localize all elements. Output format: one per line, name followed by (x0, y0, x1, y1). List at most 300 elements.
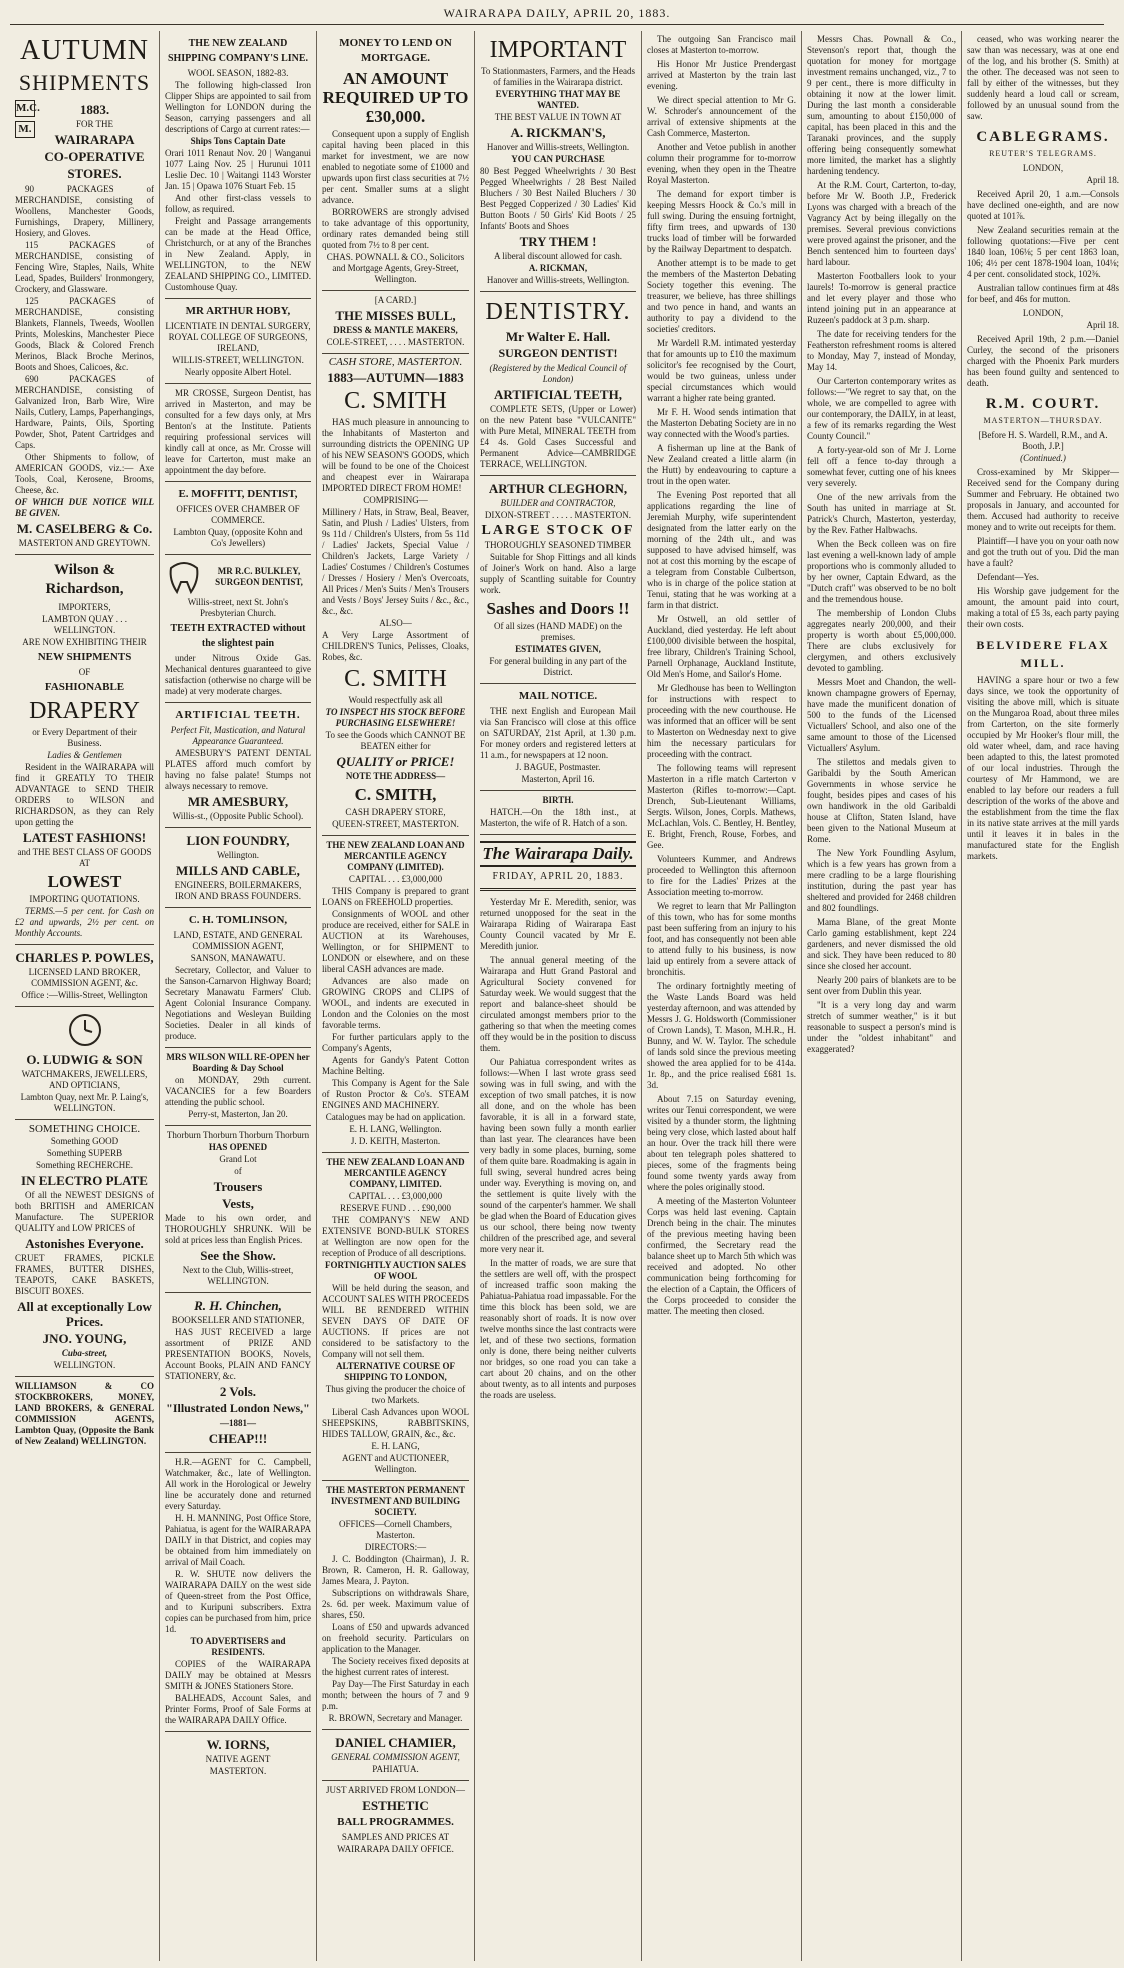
cash-drapery: CASH DRAPERY STORE, (345, 807, 446, 817)
hoby-title: LICENTIATE IN DENTAL SURGERY, ROYAL COLLEGE OF SURGEONS, IRELAND, (165, 321, 311, 353)
try-them: TRY THEM ! (519, 234, 597, 249)
quality: QUALITY or PRICE! (336, 754, 455, 769)
year-1881: —1881— (220, 1418, 256, 1428)
item-9: The membership of London Clubs aggregates nearly 200,000, and their property is worth about £5,000,000. There are clubs exclusively for clergymen, and others exclusively devoted to gambling. (807, 608, 956, 673)
rickman-ad (480, 31, 636, 292)
year: 1883. (79, 102, 110, 117)
children-outfits: A Very Large Assortment of CHILDREN'S Tunics, Pelisses, Cloaks, Robes, &c. (322, 630, 469, 662)
chamier-ad (322, 1730, 469, 1781)
item-15: "It is a very long day and warm stretch of summer weather," is it but reasonable to suspect a person's mind is under the "oldest inhabitant" and exaggerated? (807, 1000, 956, 1054)
crosse-text: MR CROSSE, Surgeon Dentist, has arrived in Masterton, and may be consulted for a few days only, at Mrs Benton's at the Institute. Patients requiring professional services will kindly call at once, as Mr. Crosse will leave for Carterton, must make an appointment the day before. (165, 388, 311, 475)
ship-season: WOOL SEASON, 1882-83. (187, 68, 289, 78)
news-10: The Evening Post reported that all applications regarding the line of Jeremiah Murphy, wife superintendent designated from the latter early on the morning of the 24th ult., and was supposed to have advised himself, was not at cost this morning by the escape of a telegram from Constable Culbertson, who is in charge of the police station at Tenui, stating that he was working at a farm in that district. (647, 490, 796, 610)
wr-drapery: DRAPERY (29, 698, 140, 724)
ship-text: The following high-classed Iron Clipper Ships are appointed to sail from Wellington for LONDON during the Season, carrying passengers and all descriptions of Cargo at current rates:— (165, 80, 311, 134)
chinchen-trade: BOOKSELLER AND STATIONER, (171, 1315, 305, 1325)
reuter-subhead: REUTER'S TELEGRAMS. (989, 149, 1097, 158)
grand-text: Made to his own order, and THOROUGHLY SHRUNK. Will be sold at prices less than English Prices. (165, 1213, 311, 1245)
m-box: M. (15, 121, 35, 138)
news-7: Mr Wardell R.M. intimated yesterday that for amounts up to £10 the maximum solicitor's fee recognised by the Court, would be two guineas, unless under special circumstances which would warrant a higher rate being granted. (647, 338, 796, 403)
rickman-name: A. RICKMAN'S, (510, 125, 606, 140)
misses-bull: THE MISSES BULL, (335, 308, 456, 323)
ludwig-name: O. LUDWIG & SON (26, 1052, 143, 1067)
bague: J. BAGUE, Postmaster. (515, 762, 601, 772)
shipments-heading: SHIPMENTS (18, 70, 151, 95)
copies-text: COPIES of the WAIRARAPA DAILY may be obtained at Messrs SMITH & JONES Stationers Store. (165, 1659, 311, 1691)
sashes: Sashes and Doors !! (486, 599, 630, 618)
editorial-2: The annual general meeting of the Wairarapa and Hutt Grand Pastoral and Agricultural Society convened for Saturday week. We would suggest that the report and balance-sheet should be circulated amongst members prior to the gathering so that when the meeting comes off they would be in the position to discuss them. (480, 955, 636, 1053)
autumn-1883: 1883—AUTUMN—1883 (327, 370, 464, 385)
nzla2-head: THE NEW ZEALAND LOAN AND MERCANTILE AGENCY COMPANY, LIMITED. (326, 1157, 465, 1189)
csmith-ad (322, 354, 469, 836)
court-3: Defendant—Yes. (977, 572, 1039, 582)
column-4 (475, 31, 642, 1961)
csmith-title-2: C. SMITH (344, 666, 447, 692)
samples: SAMPLES AND PRICES AT (341, 1832, 450, 1842)
artificial-teeth-2: ARTIFICIAL TEETH, (494, 387, 622, 402)
belvidere-1: HAVING a spare hour or two a few days since, we took the opportunity of visiting the above mill, which is situate on the Mungaroa Road, about three miles from Carterton, on the site formerly occupied by Mr Hooker's flour mill, the old water wheel, dam, and race having been adapted to this, the latest promoted of our local industries. Through the courtesy of Mr Hammond, we are enabled to lay before our readers a full description of the works of the above and the establishment from the time the flax in its native state arrives at the mill yards until it leaves it in bales in the manufactured state for the English markets. (967, 675, 1119, 861)
moffitt-name: E. MOFFITT, DENTIST, (178, 488, 298, 500)
item-8: When the Beck colleen was on fire last evening a well-known lady of ample proportions who is commonly alluded to by her owner, Captain Edward, as the "Dutch craft" was observed to be no bolt and the tremendous house. (807, 539, 956, 604)
registered: (Registered by the Medical Council of London) (489, 363, 627, 384)
thorburn-side: Thorburn Thorburn Thorburn Thorburn (166, 1130, 310, 1140)
ship-freight: And other first-class vessels to follow, as required. (165, 193, 311, 214)
electro-plate-ad (15, 1120, 154, 1377)
extensive: THE COMPANY'S NEW AND EXTENSIVE BOND-BULK STORES at Wellington are now open for the reception of Produce of all descriptions. (322, 1215, 469, 1258)
court-continued: (Continued.) (1020, 453, 1066, 463)
column-3 (317, 31, 475, 1961)
large-stock: LARGE STOCK OF (481, 523, 635, 538)
iorns-trade: NATIVE AGENT (205, 1754, 271, 1764)
hoby-ad (165, 299, 311, 384)
nzla2-capital: CAPITAL . . . £3,000,000 (348, 1191, 443, 1201)
wr-terms: TERMS.—5 per cent. for Cash on £2 and upwards, 2½ per cent. on Monthly Accounts. (15, 906, 154, 938)
court-1: Cross-examined by Mr Skipper—Received send for the Company during Summer and February. He obtained two proposals in January, and accounted for them. Accused had authority to receive money and to write out receipts for them. (967, 467, 1119, 532)
nzla-head: THE NEW ZEALAND LOAN AND MERCANTILE AGENCY COMPANY (LIMITED). (326, 840, 465, 872)
cable-2: New Zealand securities remain at the following quotations:—Five per cent 1840 loan, 106⅛; 5 per cent 1863 loan, 106; 4½ per cent 1878-1904 loan, 104⅛; 4 per cent. consolidated stock, 102⅜. (967, 225, 1119, 279)
imp-sub: To Stationmasters, Farmers, and the Heads of families in the Wairarapa district. (480, 66, 636, 87)
cooperative: CO-OPERATIVE (44, 149, 145, 164)
liberal-cash: Liberal Cash Advances upon WOOL SHEEPSKINS, RABBITSKINS, HIDES TALLOW, GRAIN, &c., &c. (322, 1407, 469, 1439)
chamier-trade: GENERAL COMMISSION AGENT, (331, 1752, 460, 1762)
esthetic: ESTHETIC (362, 1798, 429, 1813)
pownall: CHAS. POWNALL & CO., Solicitors and Mortgage Agents, Grey-Street, Wellington. (326, 252, 465, 284)
dentistry: DENTISTRY. (485, 299, 631, 325)
card: [A CARD.] (374, 295, 417, 305)
young-loc: WELLINGTON. (53, 1360, 116, 1370)
thus-giving: Thus giving the producer the choice of two Markets. (325, 1384, 466, 1405)
due-notice: OF WHICH DUE NOTICE WILL BE GIVEN. (15, 497, 154, 518)
chamier-name: DANIEL CHAMIER, (335, 1735, 456, 1750)
lang: E. H. LANG, Wellington. (349, 1124, 442, 1134)
ill-london: "Illustrated London News," (166, 1401, 310, 1415)
news-4: Another and Vetoe publish in another column their programme for to-morrow evening, when they open in the Theatre Royal Masterton. (647, 142, 796, 185)
item-6: A forty-year-old son of Mr J. Lorne fell off a fence to-day through a somewhat fever, cutting one of his knees very severely. (807, 445, 956, 488)
autumn-shipments-ad (15, 31, 154, 555)
column-6 (802, 31, 962, 1961)
column-2 (160, 31, 317, 1961)
loans-of: Loans of £50 and upwards advanced on freehold security. Particulars on application to the Manager. (322, 1622, 469, 1654)
chinchen-text: HAS JUST RECEIVED a large assortment of PRIZE AND PRESENTATION BOOKS, Novels, Account Books, PLAIN AND FANCY STATIONERY, &c. (165, 1327, 311, 1381)
continued-text: ceased, who was working nearer the saw than was necessary, was at one end of the log, and his brother (S. Smith) at the other. The deceased was not seen to fall by either of the witnesses, but they suddenly heard a loud call or scream, followed by an unusual sound from the saw. (967, 34, 1119, 121)
item-1: Messrs Chas. Pownall & Co., Stevenson's report that, though the quotation for money for mortgage investment remains unchanged, viz., 7 to 9 per cent., there is more difficulty in obtaining it now at the lower limit. During the last month a considerable sum, amounting to about £150,000 of capital, has been placed in this and the Taranaki provinces, and the supply offering being consequently somewhat more limited, the market has a slightly hardening tendency. (807, 34, 956, 176)
cleghorn-ad (480, 476, 636, 684)
iorns-loc: MASTERTON. (209, 1766, 267, 1776)
news-1: The outgoing San Francisco mail closes at Masterton to-morrow. (647, 34, 796, 55)
caselberg: M. CASELBERG & Co. (16, 521, 153, 536)
birth-title: BIRTH. (542, 795, 574, 805)
amesbury-text: AMESBURY'S PATENT DENTAL PLATES afford much comfort by having no false palate! Stumps not always necessary to remove. (165, 748, 311, 791)
item-10: Messrs Moet and Chandon, the well-known champagne growers of Epernay, have made the munificent donation of 500 to the funds of the Licensed Victuallers' School, and also one of the same amount to those of the Licensed Victuallers' Asylum. (807, 677, 956, 753)
ball-prog: BALL PROGRAMMES. (337, 1816, 454, 1828)
ludwig-trade: WATCHMAKERS, JEWELLERS, AND OPTICIANS, (21, 1069, 148, 1090)
birth-text: HATCH.—On the 18th inst., at Masterton, the wife of R. Hatch of a son. (480, 807, 636, 828)
item-14: Nearly 200 pairs of blankets are to be sent over from Dublin this year. (807, 975, 956, 996)
choice-2: Something GOOD (50, 1136, 119, 1146)
comprising: COMPRISING— (363, 495, 428, 505)
sashes-sub: Of all sizes (HAND MADE) on the premises. (494, 621, 622, 642)
has-opened: HAS OPENED (208, 1142, 268, 1152)
dress-makers: DRESS & MANTLE MAKERS, (333, 325, 458, 335)
choice-1: SOMETHING CHOICE. (28, 1123, 141, 1135)
powles-name: CHARLES P. POWLES, (15, 950, 154, 965)
csmith-title-3: C. SMITH, (354, 785, 437, 804)
date-1: April 18. (1086, 175, 1119, 185)
ship-rows: Orari 1011 Renaut Nov. 20 | Wanganui 1077 Laing Nov. 25 | Hurunui 1011 Leslie Dec. 10 | Waitangi 1143 Worster Jan. 15 | Opawa 1076 Stuart Feb. 15 (165, 148, 311, 191)
estimates-sub: For general building in any part of the District. (489, 656, 627, 677)
art-text: COMPLETE SETS, (Upper or Lower) on the new Patent base "VULCANITE" with Pure Metal, MINERAL TEETH from £4 4s. Gold Cases Successful and Permanent Advice—CAMBRIDGE TERRACE, WELLINGTON. (480, 404, 636, 469)
hoby-name: MR ARTHUR HOBY, (185, 305, 291, 317)
seasoned: THOROUGHLY SEASONED TIMBER (484, 540, 632, 550)
surgeon-dentist: SURGEON DENTIST! (498, 346, 618, 360)
for-the: FOR THE (75, 119, 114, 129)
lion-foundry-ad (165, 828, 311, 908)
queen-st: QUEEN-STREET, MASTERTON. (332, 819, 459, 829)
nzla-capital: CAPITAL . . . £3,000,000 (348, 874, 443, 884)
plate-title: IN ELECTRO PLATE (21, 1173, 148, 1188)
moffitt-loc: Lambton Quay, (opposite Kohn and Co's Jewellers) (173, 527, 303, 548)
fortnightly: FORTNIGHTLY AUCTION SALES OF WOOL (324, 1260, 467, 1281)
money-amount: AN AMOUNT REQUIRED UP TO £30,000. (322, 69, 469, 126)
estimates: ESTIMATES GIVEN, (515, 644, 601, 654)
amesbury-addr: Willis-st., (Opposite Public School). (172, 811, 304, 821)
borrowers: BORROWERS are strongly advised to take advantage of this opportunity, ordinary rates demanded being still quoted from 7½ to 8 per cent. (322, 207, 469, 250)
mills-cable: MILLS AND CABLE, (176, 863, 300, 878)
mc-box: M.C. (15, 100, 35, 117)
chamier-loc: PAHIATUA. (372, 1764, 419, 1774)
iorns-ad (165, 1732, 311, 1782)
alternative: ALTERNATIVE COURSE OF SHIPPING TO LONDON, (335, 1361, 456, 1382)
goods-list: Millinery / Hats, in Straw, Beal, Beaver, Satin, and Plush / Ladies' Ulsters, from 9s 11d / Children's Ulsters, from 5s 11d / Ladies' Jackets, Special Value / Children's Jackets, Large Variety / Ladies' Costumes / Children's Costumes / Dresses / Hosiery / Men's Overcoats, All Prices / Men's Suits / Men's Trousers and Vests / Boys' Jersey Suits / &c., &c., &c., &c. (322, 507, 469, 616)
news-9: A fisherman up line at the Bank of New Zealand created a little alarm (in the Hutt) by endeavouring to capture a trout in the open water. (647, 443, 796, 486)
choice-4: Something RECHERCHE. (35, 1160, 133, 1170)
wr-lowest: LOWEST (47, 872, 122, 891)
court-2: Plaintiff—I have you on your oath now and got the truth out of you. Did the man have a fault? (967, 536, 1119, 568)
cheap: CHEAP!!! (208, 1431, 268, 1446)
ludwig-loc: Lambton Quay, next Mr. P. Laing's, WELLINGTON. (20, 1092, 149, 1113)
ship-table-head: Ships Tons Captain Date (190, 136, 286, 146)
wr-prices: IMPORTING QUOTATIONS. (29, 894, 140, 904)
wilson-board: MRS WILSON WILL RE-OPEN her Boarding & Day School (166, 1052, 310, 1073)
directors: DIRECTORS:— (364, 1542, 427, 1552)
permanent-head: THE MASTERTON PERMANENT INVESTMENT AND BUILDING SOCIETY. (325, 1485, 466, 1517)
powles-title: LICENSED LAND BROKER, COMMISSION AGENT, &c. (28, 967, 141, 988)
plate-items: CRUET FRAMES, PICKLE FRAMES, BUTTER DISHES, TEAPOTS, CAKE BASKETS, BISCUIT BOXES. (15, 1253, 154, 1296)
mills-trade: ENGINEERS, BOILERMAKERS, IRON AND BRASS FOUNDERS. (174, 880, 302, 901)
news-5: The demand for export timber is keeping Messrs Hoock & Co.'s mill in full swing. During the ensuing fortnight, fifty firm trees, and upwards of 130 trucks load of timber will be forwarded by the Railway Department to despatch. (647, 189, 796, 254)
news-13: The following teams will represent Masterton in a rifle match Carterton v Masterton (Rifles to-morrow:—Capt. Drench, Sub-Lieutenant Williams, Sergts. Wilson, Jones, Corpls. Mathews, McLachlan, Vols. C. Bentley, H. Bentley, E. Bright, French, Rouse, Forbes, and Gee. (647, 763, 796, 850)
wairarapa: WAIRARAPA (54, 132, 135, 147)
news-12: Mr Gledhouse has been to Wellington for instructions with respect to proceeding with the new courthouse. He was informed that an officer will be sent to Masterton on Wednesday next to give him the necessary particulars for proceeding with the contract. (647, 683, 796, 759)
columns (10, 31, 1119, 1961)
clock-icon (15, 1010, 154, 1050)
manning-text: H. H. MANNING, Post Office Store, Pahiatua, is agent for the WAIRARAPA DAILY in that District, and copies may be obtained from him immediately on arrival of Mail Coach. (165, 1513, 311, 1567)
astonishes: Astonishes Everyone. (25, 1236, 144, 1251)
court-before: [Before H. S. Wardell, R.M., and A. Booth, J.P.] (978, 430, 1108, 451)
masthead-title: WAIRARAPA DAILY, APRIL 20, 1883. (443, 6, 671, 20)
to-advertisers: TO ADVERTISERS and RESIDENTS. (190, 1636, 286, 1657)
column-7 (962, 31, 1124, 1961)
offices: OFFICES—Cornell Chambers, Masterton. (338, 1519, 452, 1540)
money-to-lend-ad (322, 31, 469, 291)
cash-store: CASH STORE, MASTERTON. (328, 356, 463, 368)
tomlinson-text: Secretary, Collector, and Valuer to the Sanson-Carnarvon Highway Board; Secretary Manawatu Farmers' Club. Agent Colonial Insurance Company. Negotiations and Wesleyan Building Societies. Dealer in all kinds of produce. (165, 965, 311, 1041)
wr-latest: LATEST FASHIONS! (22, 830, 147, 845)
item-4: The date for receiving tenders for the Featherston refreshment rooms is altered to Monday, May 7, instead of Monday, May 14. (807, 329, 956, 372)
column-5 (642, 31, 802, 1961)
news-15: We regret to learn that Mr Pallington of this town, who has for some months past been suffering from an injury to his foot, and has consequently not been able to attend fully to his business, is now laid up entirely from a severe attack of bronchitis. (647, 901, 796, 977)
wr-text: Resident in the WAIRARAPA will find it GREATLY TO THEIR ADVANTAGE to SEND THEIR ORDERS to WILSON and RICHARDSON, as they can Rely upon getting the (15, 762, 154, 827)
loans-text: THIS Company is prepared to grant LOANS on FREEHOLD properties. (322, 886, 469, 907)
chinchen-ad (165, 1293, 311, 1453)
belvidere-heading: BELVIDERE FLAX MILL. (976, 638, 1110, 670)
date-2: April 18. (1086, 320, 1119, 330)
young-name: JNO. YOUNG, (42, 1331, 127, 1346)
agents: Agents for Gandy's Patent Cotton Machine Belting. (322, 1055, 469, 1076)
catalogues: Catalogues may be had on application. (325, 1112, 466, 1122)
cleghorn-addr: DIXON-STREET . . . . . MASTERTON. (484, 510, 632, 520)
wilson-addr: Perry-st, Masterton, Jan 20. (188, 1109, 288, 1119)
nz-shipping-ad (165, 31, 311, 299)
masterton-thursday: MASTERTON—THURSDAY. (983, 416, 1103, 425)
grand-lot: Grand Lot (219, 1154, 257, 1164)
rickman-2: A. RICKMAN, (528, 263, 588, 273)
amesbury-ad (165, 703, 311, 828)
news-6: Another attempt is to be made to get the members of the Masterton Debating Society together this evening. The treasurer, we believe, has three shillings and two pence in hand, and wants an authority to pay a dividend to the societies' creditors. (647, 258, 796, 334)
wilson-school-ad (165, 1048, 311, 1126)
shipment-item-3: 125 PACKAGES of MERCHANDISE, consisting Blankets, Flannels, Tweeds, Woollen Prints, Moleskins, Manchester Piece Goods, Black & Colored French Merinos, Black Broche Merinos, Boots and Shoes, Calicoes, &c. (15, 296, 154, 372)
cleghorn-name: ARTHUR CLEGHORN, (488, 481, 628, 496)
tomlinson-ad (165, 908, 311, 1048)
nzla-ad (322, 836, 469, 1153)
moffitt-ad (165, 482, 311, 555)
cablegrams-heading: CABLEGRAMS. (976, 129, 1110, 145)
wr-loc: LAMBTON QUAY . . . WELLINGTON. (42, 614, 127, 635)
art-teeth-sub: Perfect Fit, Mastication, and Natural Appearance Guaranteed. (170, 725, 306, 746)
shipment-item-4: 690 PACKAGES of MERCHANDISE, consisting of Galvanized Iron, Barb Wire, Wire Nails, Cutlery, Lamps, Paperhangings, Hardware, Paints, Oils, Sporting Powder, Shot, Patent Cartridges and Caps. (15, 374, 154, 450)
cole-st: COLE-STREET, . . . . MASTERTON. (326, 337, 465, 347)
mc-boxes (15, 100, 40, 138)
agent-sale: This Company is Agent for the Sale of Ruston Proctor & Co's. STEAM ENGINES AND MACHINERY. (322, 1078, 469, 1110)
tomlinson-name: C. H. TOMLINSON, (188, 914, 288, 926)
see-show: See the Show. (200, 1248, 276, 1263)
williamson-text: WILLIAMSON & CO STOCKBROKERS, MONEY, LAND BROKERS, & GENERAL COMMISSION AGENTS, Lambton Quay, (Opposite the Bank of New Zealand) WELLINGTON. (15, 1381, 154, 1446)
advances: Advances are also made on GROWING CROPS and CLIPS of WOOL, and indents are executed in London and the Colonies on the most favorable terms. (322, 976, 469, 1030)
crosse-ad (165, 384, 311, 482)
news-18: A meeting of the Masterton Volunteer Corps was held last evening. Captain Drench being in the chair. The minutes of the previous meeting having been confirmed, the Secretary read the balance sheet up to March 5th which was received and adopted. No other communication being forthcoming for the election of a Captain, the Officers of the Corps proceeded to consider the matter. The meeting then closed. (647, 1196, 796, 1316)
choice-3: Something SUPERB (46, 1148, 123, 1158)
news-2: His Honor Mr Justice Prendergast arrived at Masterton by the train last evening. (647, 59, 796, 91)
shipment-item-2: 115 PACKAGES of MERCHANDISE, consisting of Fencing Wire, Staples, Nails, White Lead, Spades, Builders' Ironmongery, Crockery, and Glassware. (15, 240, 154, 294)
also: ALSO— (379, 618, 412, 628)
agents-notices (165, 1453, 311, 1732)
next-club: Next to the Club, Willis-street, WELLINGTON. (182, 1265, 294, 1286)
amesbury-name: MR AMESBURY, (187, 794, 289, 809)
tooth-icon (165, 558, 203, 596)
lion-foundry: LION FOUNDRY, (186, 833, 290, 848)
teeth-extracted: TEETH EXTRACTED without the slightest pain (170, 623, 306, 649)
agent-auctioneer: AGENT and AUCTIONEER, Wellington. (341, 1453, 450, 1474)
news-14: Volunteers Kummer, and Andrews proceeded to Wellington this afternoon to fire for the Ladies' Prizes at the Association meeting to-morrow. (647, 854, 796, 897)
money-text: Consequent upon a supply of English capital having been placed in this market for investment, we are now enabled to negotiate some of £1000 and upwards upon first class securities at 7½ per cent. Smaller sums at a slight advance. (322, 129, 469, 205)
particulars: For further particulars apply to the Company's Agents, (322, 1032, 469, 1053)
editorial-3: Our Pahiatua correspondent writes as follows:—When I last wrote grass seed sowing was in full swing, and with the exception of two small patches, it is now all done, and on the whole has been favorable, it is all in a forward state, having been sown fully a month earlier than last year. The clearances have been very badly in some places, burning, some of them quite bare. Roadmaking is again in full swing, several hundred acres being under way. Everything is moving on, and the settlement is quite lively with the sound of the carpenter's hammer. We shall be glad when the Board of Education gives us our school, there being now twenty children of the prescribed age, and several more very near it. (480, 1057, 636, 1254)
powles-office: Office :—Willis-Street, Wellington (21, 990, 148, 1000)
divider (480, 888, 636, 891)
lang-2: E. H. LANG, (371, 1441, 420, 1451)
ship-apply: Freight and Passage arrangements can be made at the Head Office, Christchurch, or at any of the Branches in New Zealand. Apply, in WELLINGTON, to the NEW ZEALAND SHIPPING CO., LIMITED. Customhouse Quay. (165, 216, 311, 292)
agent-text: H.R.—AGENT for C. Campbell, Watchmaker, &c., late of Wellington. All work in the Horological or Jewelry line be accurately done and returned every Saturday. (165, 1457, 311, 1511)
item-11: The stilettos and medals given to Garibaldi by the South American Governments in whose service he fought, besides pipes and cases of his own handiwork in the old Garibaldi house at Clifton, Staten Island, have been given to the National Museum at Rome. (807, 757, 956, 844)
editorial-4: In the matter of roads, we are sure that the settlers are well off, with the prospect of increased traffic soon making the Pahiatua-Pahiatua road impassable. For the time this block has been sold, we are reasonably short of roads. It is now over twelve months since the last contracts were let, and of these two sections, formation only is done, there being neither culverts nor bridges, so one road you can take a cart about 20 chains, and on the other about twenty, as to all intents and purposes the roads are useless. (480, 1258, 636, 1400)
balhead-text: BALHEADS, Account Sales, and Printer Forms, Proof of Sale Forms at the WAIRARAPA DAILY Office. (165, 1693, 311, 1725)
item-7: One of the new arrivals from the South has united in marriage at St. Patrick's Church, Masterton, yesterday, by the Rev. Father Halbwachs. (807, 492, 956, 535)
london-1: LONDON, (1022, 163, 1064, 173)
permanent-society-ad (322, 1481, 469, 1730)
wr-best: and THE BEST CLASS OF GOODS AT (17, 847, 152, 868)
other-shipments: Other Shipments to follow, of AMERICAN GOODS, viz.:— Axe Tools, Coal, Kerosene, Brooms, Cheese, &c. (15, 452, 154, 495)
timber-text: Suitable for Shop Fittings and all kinds of Joiner's Work on hand. Also a large supply of Scantling suitable for Country work. (480, 552, 636, 595)
item-12: The New York Foundling Asylum, which is a few years has grown from a mere cradling to be a large flourishing institution, during the past year has sheltered and provided for 2468 children and 802 foundlings. (807, 848, 956, 913)
mail-text: THE next English and European Mail via San Francisco will close at this office on SATURDAY, 21st April, at 1.30 p.m. For money orders and registered letters at 11 a.m., for newspapers at 12 noon. (480, 706, 636, 760)
csmith-title: C. SMITH (344, 388, 447, 414)
news-17: About 7.15 on Saturday evening, writes our Tenui correspondent, we were visited by a thunder storm, the lightning being very close, which lasted about half an hour. Over the track hill there were about ten telegraph poles shattered to pieces, some of the fragments being found some twenty yards away from where the poles originally stood. (647, 1094, 796, 1192)
misses-bull-ad (322, 291, 469, 354)
wr-exhibit: ARE NOW EXHIBITING THEIR (22, 637, 147, 647)
lion-loc: Wellington. (216, 850, 260, 860)
item-3: Masterton Footballers look to your laurels! To-morrow is general practice and let every player and those who intend joining put in an appearance at Ruzeen's paddock at 3 p.m. sharp. (807, 271, 956, 325)
ludwig-ad (15, 1007, 154, 1120)
money-head: MONEY TO LEND ON MORTGAGE. (339, 37, 452, 64)
wr-new: NEW SHIPMENTS (37, 651, 132, 663)
wr-importers: IMPORTERS, (58, 602, 111, 612)
shipment-item-1: 90 PACKAGES of MERCHANDISE, consisting of Woollens, Manchester Goods, Furnishings, Drapery, Millinery, Hosiery, and Gloves. (15, 184, 154, 238)
news-8: Mr F. H. Wood sends intimation that the Masterton Debating Society are in no way connected with the Wood's parties. (647, 407, 796, 439)
chinchen-name: R. H. Chinchen, (194, 1298, 282, 1313)
wilson-richardson-ad (15, 555, 154, 945)
cable-3: Australian tallow continues firm at 48s for beef, and 46s for mutton. (967, 283, 1119, 304)
rickman-addr: Hanover and Willis-streets, Wellington. (486, 142, 630, 152)
all-at: All at exceptionally Low Prices. (17, 1299, 152, 1329)
news-16: The ordinary fortnightly meeting of the Waste Lands Board was held yesterday afternoon, and was attended by Messrs J. G. Holdsworth (Commissioner of Crown Lands), T. Mason, M.H.R., H. Bunny, and W. W. Taylor. The schedule of lands sold since the previous meeting showed the area applied for to be 414a. 1r. 8p., and the price realised £681 1s. 3d. (647, 981, 796, 1090)
office: WAIRARAPA DAILY OFFICE. (337, 1844, 454, 1854)
wr-of: OF (78, 667, 91, 677)
mail-title: MAIL NOTICE. (518, 690, 598, 702)
bulkley-name: MR R.C. BULKLEY, SURGEON DENTIST, (215, 566, 303, 587)
consignments: Consignments of WOOL and other produce are received, either for SALE in AUCTION at its Warehouses, Wellington, or for SHIPMENT to LONDON or elsewhere, and on these liberal CASH advances are made. (322, 909, 469, 974)
plate-text: Of all the NEWEST DESIGNS of both BRITISH and AMERICAN Manufacture. The SUPERIOR QUALITY and LOW PRICES of (15, 1190, 154, 1233)
important: IMPORTANT (489, 37, 627, 63)
cable-4: Received April 19th, 2 p.m.—Daniel Curley, the second of the prisoners charged with the Phoenix Park murders has been found guilty and sentenced to death. (967, 334, 1119, 388)
mail-date: Masterton, April 16. (521, 774, 595, 784)
nzla2-ad (322, 1153, 469, 1481)
see-goods: To see the Goods which CANNOT BE BEATEN either for (325, 730, 466, 751)
paper-title: The Wairarapa Daily. (480, 841, 636, 867)
cleghorn-trade: BUILDER and CONTRACTOR, (500, 498, 616, 508)
you-can-purchase: YOU CAN PURCHASE (511, 154, 605, 164)
dentistry-ad (480, 292, 636, 476)
tomlinson-trade: LAND, ESTATE, AND GENERAL COMMISSION AGENT, (173, 930, 303, 951)
thorburn-ad (165, 1126, 311, 1293)
hoby-opp: Nearly opposite Albert Hotel. (184, 367, 292, 377)
rm-court-heading: R.M. COURT. (985, 396, 1101, 412)
cable-1: Received April 20, 1 a.m.—Consols have declined one-eighth, and are now quoted at 101⅞. (967, 189, 1119, 221)
subscriptions: Subscriptions on withdrawals Share, 2s. 6d. per week. Maximum value of shares, £50. (322, 1588, 469, 1620)
wr-every: or Every Department of their Business. (32, 727, 137, 748)
csmith-text: HAS much pleasure in announcing to the Inhabitants of Masterton and surrounding districts the OPENING UP of his NEW SEASON'S GOODS, which will be found to be one of the Choicest and cheapest ever in Wairarapa IMPORTED DIRECT FROM HOME! (322, 417, 469, 493)
bulkley-addr: Willis-street, next St. John's Presbyterian Church. (187, 597, 289, 618)
item-5: Our Carterton contemporary writes as follows:—"We regret to say that, on the whole, we are compelled to agree with our contemporary, the DAILY, in at least, a few of its remarks regarding the West County Council." (807, 376, 956, 441)
bulkley-ad (165, 555, 311, 703)
item-13: Mama Blane, of the great Monte Carlo gaming establishment, kept 224 gardeners, and never dismissed the old and sick. They have been reduced to 80 since she closed her account. (807, 917, 956, 971)
tomlinson-loc: SANSON, MANAWATU. (190, 953, 286, 963)
walter-hall: Mr Walter E. Hall. (505, 329, 611, 344)
williamson-ad (15, 1377, 154, 1452)
news-3: We direct special attention to Mr G. W. Schroder's announcement of the arrival of extensive shipments at the Cash Commerce, Masterton. (647, 95, 796, 138)
wr-ladies: Ladies & Gentlemen (47, 750, 122, 760)
respectfully: Would respectfully ask all (348, 695, 443, 705)
teeth-text: under Nitrous Oxide Gas. Mechanical dentures guaranteed to give satisfaction (otherwise no charge will be made) at very moderate charges. (165, 653, 311, 696)
liberal-discount: A liberal discount allowed for cash. (494, 251, 622, 261)
stores: STORES. (67, 166, 122, 181)
item-2: At the R.M. Court, Carterton, to-day, before Mr W. Booth J.P., Frederick Lyons was charged with a breach of the Vagrancy Act by being illegally on the premises. Several previous convictions were proved against the prisoner, and the Bench sentenced him to fourteen days' hard labour. (807, 180, 956, 267)
column-1 (10, 31, 160, 1961)
nzla2-reserve: RESERVE FUND . . . £90,000 (339, 1203, 452, 1213)
artificial-teeth: ARTIFICIAL TEETH. (175, 709, 301, 721)
nails-list: 80 Best Pegged Wheelwrights / 30 Best Pegged Wheelwrights / 28 Best Nailed Bluchers / 30 Best Nailed Bluchers / 30 Best Pegged Copperized / 30 Ladies' Kid Button Boots / 50 Girls' Kid Boots / 25 Infants' Boots and Shoes (480, 166, 636, 231)
keith: J. D. KEITH, Masterton. (350, 1136, 441, 1146)
editorial (480, 841, 636, 1401)
rickman-2-addr: Hanover and Willis-streets, Wellington. (486, 275, 630, 285)
young-st: Cuba-street, (61, 1348, 108, 1358)
wilson-text: on MONDAY, 29th current. VACANCIES for a few Boarders attending the public school. (165, 1075, 311, 1107)
news-11: Mr Ostwell, an old settler of Auckland, died yesterday. He left about £100,000 divisible between the hospital, free library, Children's Training School, Parnell Orphanage, Auckland Institute, Old Men's Home, and Sailor's Home. (647, 614, 796, 679)
esthetic-ad (322, 1781, 469, 1860)
ship-head: THE NEW ZEALAND SHIPPING COMPANY'S LINE. (167, 38, 309, 64)
vests: Vests, (222, 1196, 254, 1211)
everything: EVERYTHING THAT MAY BE WANTED. (495, 89, 621, 110)
best-value: THE BEST VALUE IN TOWN AT (494, 112, 622, 122)
birth-notice (480, 791, 636, 835)
directors-list: J. C. Boddington (Chairman), J. R. Brown, R. Cameron, H. R. Galloway, James Meara, J. Payton. (322, 1554, 469, 1586)
court-4: His Worship gave judgement for the amount, the amount paid into court, making a total of £5 3s, each party paying their own costs. (967, 586, 1119, 629)
london-2: LONDON, (1022, 308, 1064, 318)
just-arrived: JUST ARRIVED FROM LONDON— (325, 1785, 466, 1795)
moffitt-addr: OFFICES OVER CHAMBER OF COMMERCE. (176, 504, 300, 525)
powles-ad (15, 945, 154, 1007)
meeting: Pay Day—The First Saturday in each month; between the hours of 7 and 9 p.m. (322, 1679, 469, 1711)
society-text: The Society receives fixed deposits at the highest current rates of interest. (322, 1656, 469, 1677)
